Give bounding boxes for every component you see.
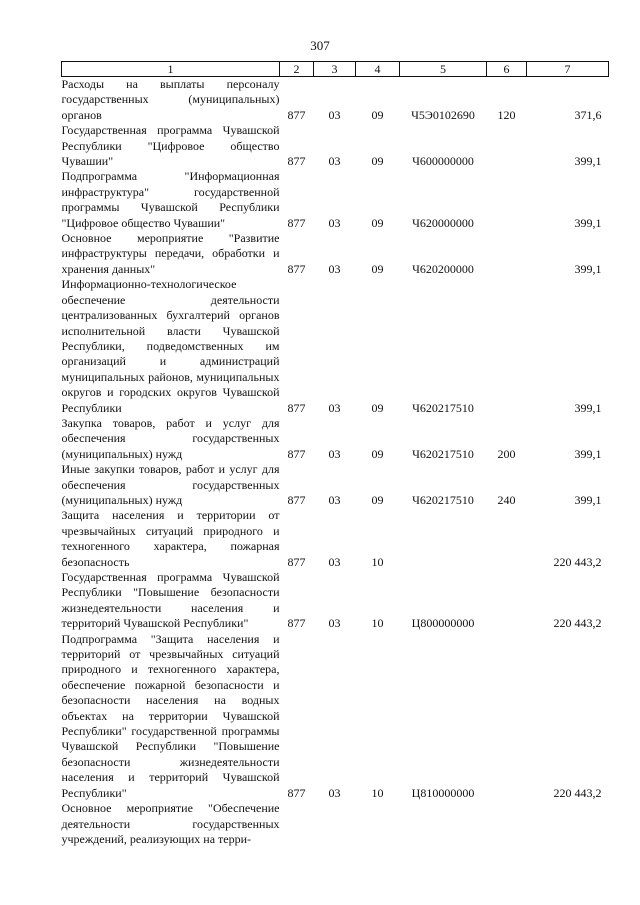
table-row <box>62 801 609 847</box>
row-ministry-code: 877 <box>287 785 306 800</box>
row-section-code: 03 <box>328 492 341 507</box>
row-name: Основное мероприятие "Обеспечение деятельности государственных учреждений, реализующих на терри- <box>61 801 280 846</box>
row-target-article: Ч620217510 <box>412 492 474 507</box>
row-amount: 220 443,2 <box>553 785 602 800</box>
row-target-article <box>400 508 487 570</box>
row-ministry-code: 877 <box>287 492 306 507</box>
row-name: Подпрограмма "Защита населения и территорий от чрезвычайных ситуаций природного и техногенного характера, обеспечение пожарной безопасности и безопасности населения на водных объектах на территории Чувашской Республики" государственной программы Чувашской Республики "Повышение безопасности жизнедеятельности населения и территорий Чувашской Республики" <box>61 631 280 800</box>
row-expense-type <box>487 508 527 570</box>
row-ministry-code: 877 <box>287 446 306 461</box>
row-section-code: 03 <box>328 107 341 122</box>
table-row <box>62 277 609 416</box>
row-subsection-code: 09 <box>371 107 384 122</box>
row-expense-type <box>487 123 527 169</box>
row-ministry-code: 877 <box>287 400 306 415</box>
row-expense-type <box>487 169 527 231</box>
table-row <box>62 462 609 508</box>
row-amount: 399,1 <box>574 446 602 461</box>
row-target-article: Ц800000000 <box>411 616 475 631</box>
row-subsection-code <box>356 801 400 847</box>
row-section-code: 03 <box>328 154 341 169</box>
row-expense-type: 240 <box>497 492 516 507</box>
row-name: Государственная программа Чувашской Республики "Цифровое общество Чувашии" <box>61 123 280 169</box>
row-name: Защита населения и территории от чрезвычайных ситуаций природного и техногенного характера, пожарная безопасность <box>61 508 280 569</box>
row-expense-type <box>487 801 527 847</box>
row-section-code: 03 <box>328 215 341 230</box>
row-section-code: 03 <box>328 785 341 800</box>
row-name: Информационно-технологическое обеспечение деятельности централизованных бухгалтерий органов исполнительной власти Чувашской Республики, подведомственных им организаций и администраций муниципальных районов, муниципальных округов и городских округов Чувашской Республики <box>61 277 280 415</box>
page-number: 307 <box>310 38 330 53</box>
row-expense-type <box>487 570 527 632</box>
row-amount: 399,1 <box>574 154 602 169</box>
row-target-article: Ч600000000 <box>412 154 474 169</box>
row-name: Иные закупки товаров, работ и услуг для обеспечения государственных (муниципальных) нужд <box>61 462 280 507</box>
row-amount: 399,1 <box>574 261 602 276</box>
row-section-code: 03 <box>328 446 341 461</box>
row-name: Расходы на выплаты персоналу государственных (муниципальных) органов <box>61 77 280 122</box>
table-row <box>62 570 609 632</box>
row-subsection-code: 09 <box>371 261 384 276</box>
row-ministry-code: 877 <box>287 616 306 631</box>
row-amount: 399,1 <box>574 400 602 415</box>
row-subsection-code: 10 <box>371 616 384 631</box>
row-amount: 371,6 <box>574 107 602 122</box>
row-subsection-code: 10 <box>371 785 384 800</box>
row-name: Государственная программа Чувашской Республики "Повышение безопасности жизнедеятельности населения и территорий Чувашской Республики" <box>61 570 280 631</box>
row-ministry-code: 877 <box>287 554 306 569</box>
table-header <box>62 62 609 77</box>
row-subsection-code: 09 <box>371 446 384 461</box>
row-target-article: Ч5Э0102690 <box>411 107 475 122</box>
table-row <box>62 508 609 570</box>
table-body <box>62 77 609 848</box>
table-row <box>62 231 609 277</box>
header-col-4: 4 <box>356 62 400 77</box>
row-expense-type: 200 <box>497 446 516 461</box>
row-name: Закупка товаров, работ и услуг для обеспечения государственных (муниципальных) нужд <box>61 415 280 461</box>
table-row <box>62 416 609 462</box>
row-expense-type <box>487 632 527 801</box>
row-target-article: Ч620217510 <box>412 446 474 461</box>
table-row <box>62 77 609 124</box>
row-subsection-code: 10 <box>371 554 384 569</box>
row-amount: 399,1 <box>574 215 602 230</box>
row-name: Основное мероприятие "Развитие инфраструктуры передачи, обработки и хранения данных" <box>61 231 280 276</box>
row-section-code: 03 <box>328 261 341 276</box>
budget-table <box>61 61 609 847</box>
header-col-5: 5 <box>400 62 487 77</box>
row-subsection-code: 09 <box>371 400 384 415</box>
table-row <box>62 169 609 231</box>
header-col-6: 6 <box>487 62 527 77</box>
row-section-code: 03 <box>328 616 341 631</box>
row-ministry-code: 877 <box>287 261 306 276</box>
header-col-3: 3 <box>314 62 356 77</box>
row-subsection-code: 09 <box>371 492 384 507</box>
row-amount: 220 443,2 <box>553 616 602 631</box>
row-amount: 399,1 <box>574 492 602 507</box>
row-ministry-code: 877 <box>287 215 306 230</box>
row-section-code: 03 <box>328 554 341 569</box>
row-ministry-code: 877 <box>287 154 306 169</box>
header-row <box>62 62 609 77</box>
row-expense-type: 120 <box>497 107 516 122</box>
row-target-article: Ч620200000 <box>412 261 474 276</box>
row-subsection-code: 09 <box>371 154 384 169</box>
row-ministry-code: 877 <box>287 107 306 122</box>
header-col-7: 7 <box>527 62 609 77</box>
row-section-code: 03 <box>328 400 341 415</box>
row-target-article: Ч620000000 <box>412 215 474 230</box>
row-target-article: Ц810000000 <box>411 785 475 800</box>
header-col-2: 2 <box>280 62 314 77</box>
row-section-code <box>314 801 356 847</box>
row-name: Подпрограмма "Информационная инфраструктура" государственной программы Чувашской Республики "Цифровое общество Чувашии" <box>61 169 280 230</box>
table-row <box>62 123 609 169</box>
header-col-1: 1 <box>62 62 280 77</box>
row-target-article <box>400 801 487 847</box>
row-expense-type <box>487 277 527 416</box>
row-amount: 220 443,2 <box>553 554 602 569</box>
row-subsection-code: 09 <box>371 215 384 230</box>
row-ministry-code <box>280 801 314 847</box>
row-expense-type <box>487 231 527 277</box>
row-target-article: Ч620217510 <box>412 400 474 415</box>
row-amount <box>527 801 609 847</box>
table-row <box>62 632 609 801</box>
